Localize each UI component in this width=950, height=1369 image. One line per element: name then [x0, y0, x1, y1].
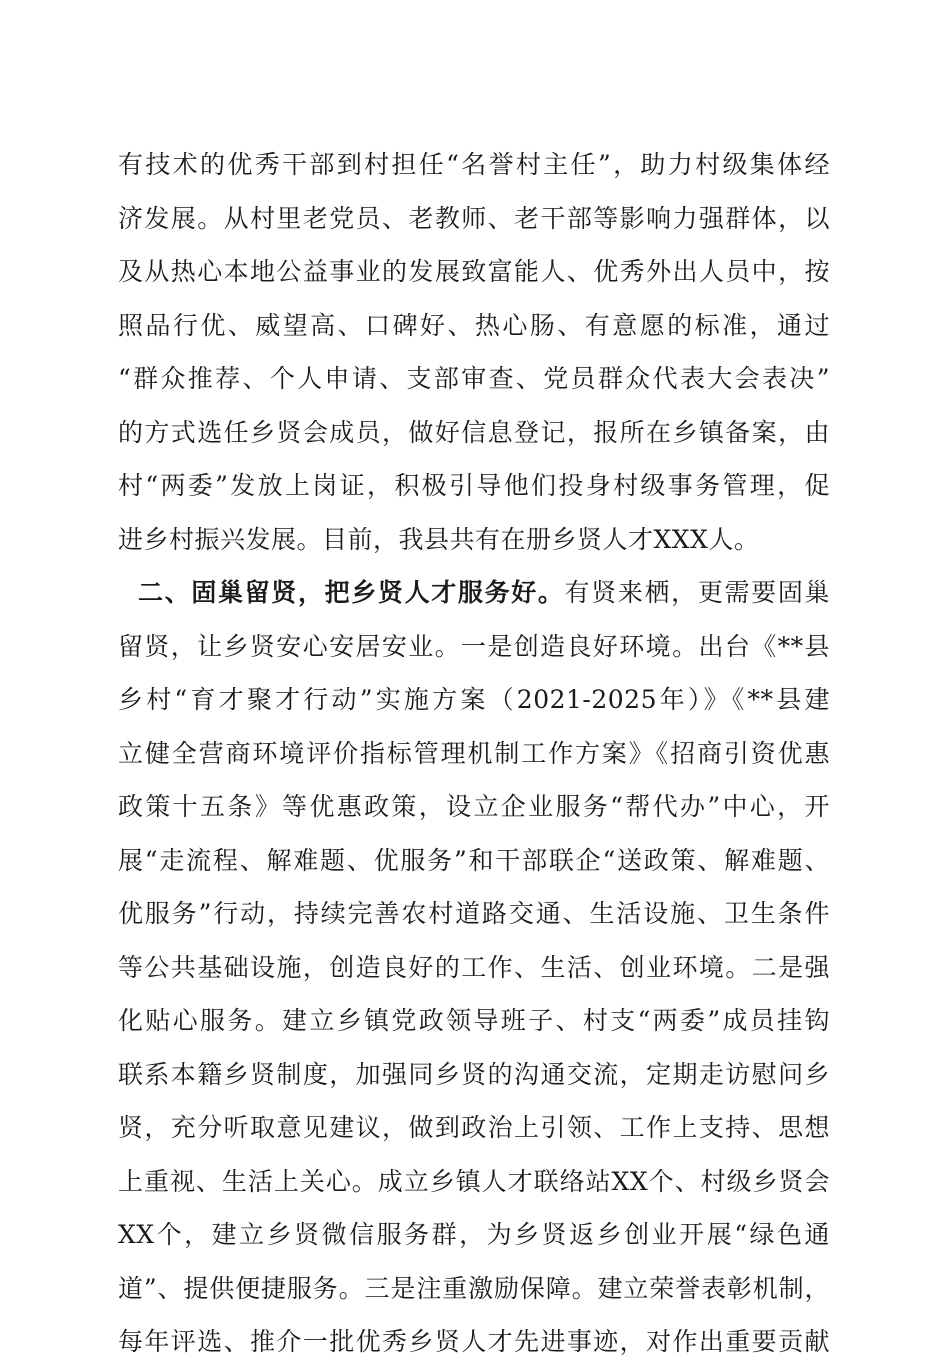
p1-line-1: 有技术的优秀干部到村担任“名誉村主任”，助力村级集体经: [118, 150, 830, 179]
s2-line-6: 展“走流程、解难题、优服务”和干部联企“送政策、解难题、: [118, 845, 830, 875]
s2-line-8: 等公共基础设施，创造良好的工作、生活、创业环境。二是强: [118, 952, 830, 982]
s2-line-5: 政策十五条》等优惠政策，设立企业服务“帮代办”中心，开: [118, 792, 830, 821]
p1-line-7: 村“两委”发放上岗证，积极引导他们投身村级事务管理，促: [118, 471, 830, 500]
s2-line-9: 化贴心服务。建立乡镇党政领导班子、村支“两委”成员挂钩: [118, 1006, 830, 1035]
p1-line-5: “群众推荐、个人申请、支部审查、党员群众代表大会表决”: [118, 364, 830, 393]
s2-line-3: 乡村“育才聚才行动”实施方案（2021-2025年）》《**县建: [118, 685, 830, 714]
section2-first-line: [118, 566, 830, 620]
s2-line-7: 优服务”行动，持续完善农村道路交通、生活设施、卫生条件: [118, 899, 830, 928]
s2-line-11: 贤，充分听取意见建议，做到政治上引领、工作上支持、思想: [118, 1113, 830, 1142]
p1-line-4: 照品行优、威望高、口碑好、热心肠、有意愿的标准，通过: [118, 310, 830, 340]
p1-line-6: 的方式选任乡贤会成员，做好信息登记，报所在乡镇备案，由: [118, 417, 830, 447]
s2-line-4: 立健全营商环境评价指标管理机制工作方案》《招商引资优惠: [118, 738, 830, 768]
s2-line-14: 道”、提供便捷服务。三是注重激励保障。建立荣誉表彰机制，: [118, 1273, 830, 1303]
p1-line-2: 济发展。从村里老党员、老教师、老干部等影响力强群体，以: [118, 203, 830, 233]
s2-line-12: 上重视、生活上关心。成立乡镇人才联络站XX个、村级乡贤会: [118, 1166, 830, 1196]
p1-line-8: 进乡村振兴发展。目前，我县共有在册乡贤人才XXX人。: [118, 524, 760, 554]
body-text: [118, 138, 830, 1369]
s2-line-2: 留贤，让乡贤安心安居安业。一是创造良好环境。出台《**县: [118, 631, 830, 661]
s2-line-13: XX个，建立乡贤微信服务群，为乡贤返乡创业开展“绿色通: [118, 1220, 830, 1249]
section2-heading: 二、固巢留贤，把乡贤人才服务好。: [138, 578, 565, 607]
s2-line-15: 每年评选、推介一批优秀乡贤人才先进事迹，对作出重要贡献: [118, 1327, 830, 1356]
section2-first-line-text: 有贤来栖，更需要固巢: [564, 578, 830, 607]
s2-line-10: 联系本籍乡贤制度，加强同乡贤的沟通交流，定期走访慰问乡: [118, 1059, 830, 1089]
p1-line-3: 及从热心本地公益事业的发展致富能人、优秀外出人员中，按: [118, 257, 830, 286]
